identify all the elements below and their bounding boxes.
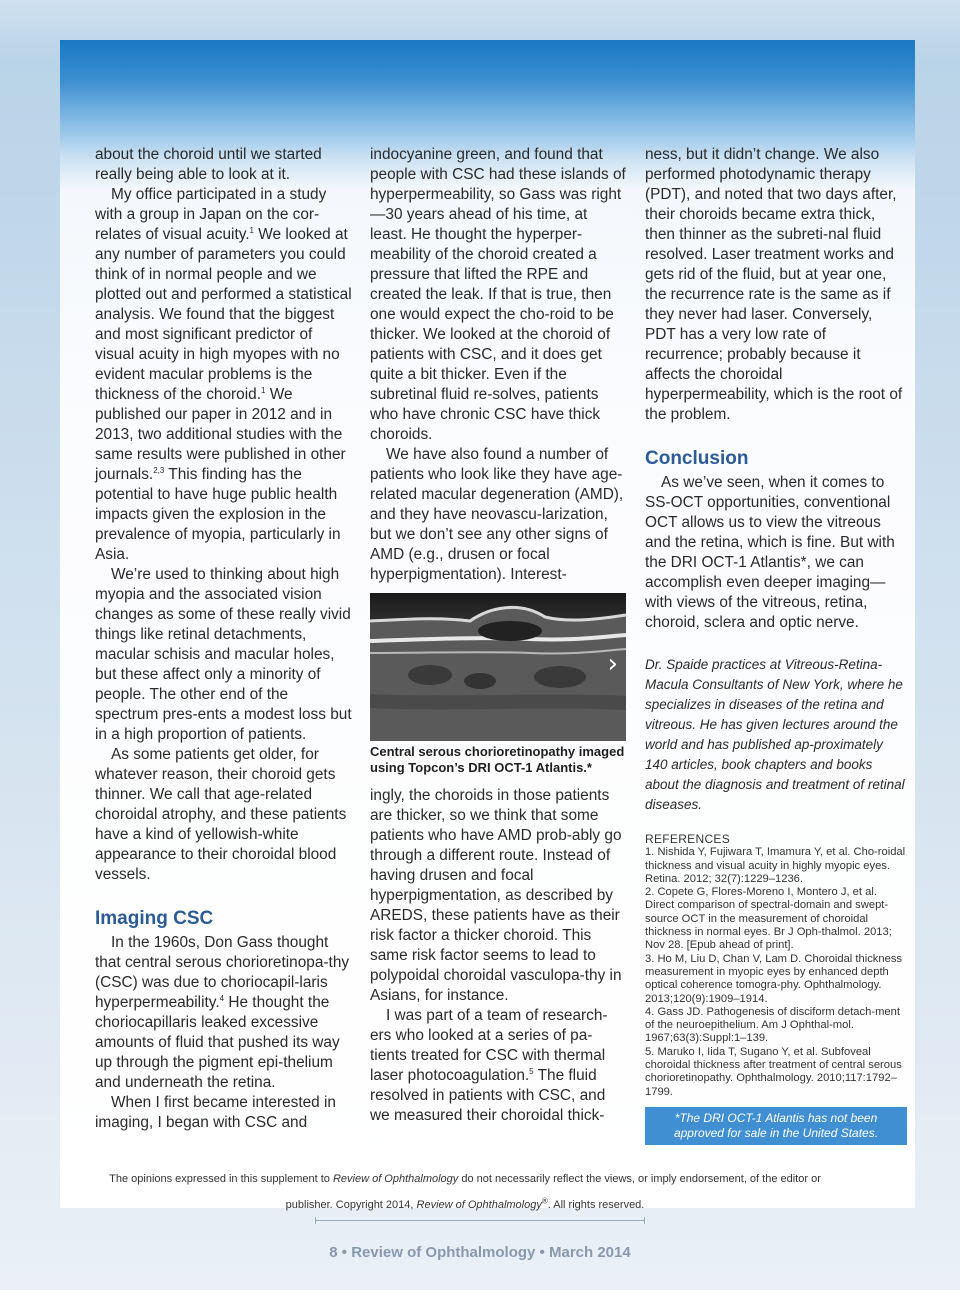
- reference-item: 1. Nishida Y, Fujiwara T, Imamura Y, et al. Cho-roidal thickness and visual acuity in highly myopic eyes. Retina. 2012; 32(7):1229–1236.: [645, 846, 906, 885]
- paragraph: [370, 1006, 628, 1126]
- reference-item: 2. Copete G, Flores-Moreno I, Montero J, et al. Direct comparison of spectral-domain and swept-source OCT in the measurement of choroidal thickness in normal eyes. Br J Oph-thalmol. 2013; Nov 28. [Epub ahead of print].: [645, 886, 892, 952]
- citation: 4: [219, 993, 225, 1003]
- text-run: My office participated in a study with a group in Japan on the cor-relates of visual acuity.: [95, 186, 327, 243]
- paragraph: ness, but it didn’t change. We also performed photodynamic therapy (PDT), and noted that two days after, their choroids became extra thick, then thinner as the subreti-nal fluid resolved. Laser treatment works and gets rid of the fluid, but at year one, the recurrence rate is the same as if they never had laser. Conversely, PDT has a very low rate of recurrence; probably because it affects the choroidal hyperpermeability, which is the root of the problem.: [645, 146, 903, 423]
- reference-item: 4. Gass JD. Pathogenesis of disciform detach-ment of the neuroepithelium. Am J Ophthal-mol. 1967;63(3):Suppl:1–139.: [645, 1005, 900, 1045]
- text-run: We published our paper in 2012 and in 2013, two additional studies with the same results were published in other journals.: [95, 386, 346, 483]
- citation: 1: [260, 385, 266, 395]
- section-heading: Conclusion: [645, 448, 749, 469]
- paragraph: As some patients get older, for whatever reason, their choroid gets thinner. We call that age-related choroidal atrophy, and these patients have a kind of yellowish-white appearance to their choroidal blood vessels.: [95, 746, 347, 883]
- oct-scan-graphic: [370, 593, 626, 741]
- paragraph: When I first became interested in imaging, I began with CSC and: [95, 1094, 336, 1131]
- section-heading: Imaging CSC: [95, 908, 214, 929]
- reference-item: 3. Ho M, Liu D, Chan V, Lam D. Choroidal thickness measurement in myopic eyes by enhanced depth optical coherence tomogra-phy. Ophthalmology. 2013;120(9):1909–1914.: [645, 952, 903, 1005]
- paragraph: ingly, the choroids in those patients are thicker, so we think that some patients who have AMD prob-ably go through a different route. Instead of having drusen and focal hyperpigmentation, as described by AREDS, these patients have as their risk factor a thicker choroid. This same risk factor seems to lead to polypoidal choroidal vasculopa-thy in Asians, for instance.: [370, 787, 622, 1004]
- approval-note: *The DRI OCT-1 Atlantis has not been approved for sale in the United States.: [645, 1107, 907, 1145]
- text-run: The opinions expressed in this supplement to: [109, 1173, 333, 1185]
- text-run: In the 1960s, Don Gass thought that central serous chorioretinopa-thy (CSC) was due to choriocapil-laris hyperpermeability.: [95, 934, 350, 1011]
- paragraph: [95, 933, 353, 1093]
- column-1: [95, 145, 353, 1133]
- citation: 2,3: [153, 465, 165, 475]
- paragraph: about the choroid until we started really being able to look at it.: [95, 146, 322, 183]
- journal-name: Review of Ophthalmology: [332, 1173, 459, 1185]
- citation: 1: [249, 225, 254, 235]
- paragraph: indocyanine green, and found that people with CSC had these islands of hyperpermeability, so Gass was right—30 years ahead of his time, at least. He thought the hyperper-meability of the choroid created a pressure that lifted the RPE and created the leak. If that is true, then one would expect the cho-roid to be thicker. We looked at the choroid of patients with CSC, and it does get quite a bit thicker. Even if the subretinal fluid re-solves, patients who have chronic CSC have thick choroids.: [370, 146, 626, 443]
- text-run: The fluid resolved in patients with CSC, and we measured their choroidal thick-: [370, 1067, 606, 1124]
- text-run: He thought the choriocapillaris leaked excessive amounts of fluid that pushed its way up through the pigment epi-thelium and underneath the retina.: [95, 994, 340, 1091]
- reference-item: 5. Maruko I, Iida T, Sugano Y, et al. Subfoveal choroidal thickness after treatment of central serous chorioretinopathy. Ophthalmology. 2010;117:1792–1799.: [645, 1045, 902, 1098]
- text-run: This finding has the potential to have huge public health impacts given the explosion in the prevalence of myopia, particularly in Asia.: [95, 466, 341, 563]
- figure-caption: Central serous chorioretinopathy imaged using Topcon’s DRI OCT-1 Atlantis.*: [370, 744, 625, 775]
- page-footer: 8 • Review of Ophthalmology • March 2014: [329, 1244, 631, 1261]
- journal-name: Review of Ophthalmology: [416, 1199, 542, 1211]
- paragraph: [95, 185, 353, 565]
- paragraph: We’re used to thinking about high myopia and the associated vision changes as some of these really vivid things like retinal detachments, macular schisis and macular holes, but these affect only a minority of people. The other end of the spectrum pres-ents a modest loss but in a high proportion of patients.: [95, 566, 352, 743]
- paragraph: As we’ve seen, when it comes to SS-OCT opportunities, conventional OCT allows us to view the vitreous and the retina, which is fine. But with the DRI OCT-1 Atlantis*, we can accomplish even deeper imaging—with views of the vitreous, retina, choroid, sclera and optic nerve.: [645, 474, 895, 631]
- citation: 5: [529, 1066, 534, 1076]
- column-2: [370, 145, 628, 1126]
- text-run: I was part of a team of research-ers who looked at a series of pa-tients treated for CSC with thermal laser photocoagulation.: [370, 1007, 608, 1084]
- column-3: [645, 145, 907, 1145]
- chevron-right-icon[interactable]: ›: [607, 649, 618, 679]
- references-heading: REFERENCES: [645, 832, 731, 846]
- registered-mark: ®: [541, 1196, 548, 1206]
- text-run: We looked at any number of parameters you could think of in normal people and we plotted out and performed a statistical analysis. We found that the biggest and most significant predictor of visual acuity in high myopes with no evident macular problems is the thickness of the choroid.: [95, 226, 352, 403]
- text-run: . All rights reserved.: [547, 1199, 645, 1211]
- oct-scan-image: [370, 593, 626, 741]
- text-run: do not necessarily reflect the views, or imply endorsement, of the editor or publisher. Copyright 2014,: [285, 1173, 821, 1211]
- footer-rule: [315, 1220, 645, 1221]
- disclaimer: [95, 1166, 835, 1218]
- paragraph: We have also found a number of patients who look like they have age-related macular degeneration (AMD), and they have neovascu-larization, but we don’t see any other signs of AMD (e.g., drusen or focal hyperpigmentation). Interest-: [370, 446, 624, 583]
- references: [645, 833, 907, 1099]
- author-bio: Dr. Spaide practices at Vitreous-Retina-Macula Consultants of New York, where he specializes in diseases of the retina and vitreous. He has given lectures around the world and has published ap-proximately 140 articles, book chapters and books about the diagnosis and treatment of retinal diseases.: [645, 657, 905, 812]
